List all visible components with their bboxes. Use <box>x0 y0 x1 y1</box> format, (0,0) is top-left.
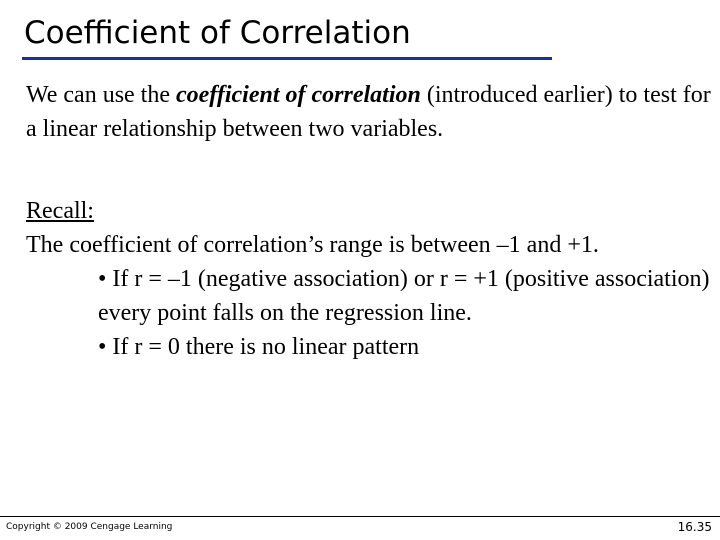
intro-emphasis: coefficient of correlation <box>176 82 421 108</box>
title-underline-rule <box>22 57 552 60</box>
intro-text-before: We can use the <box>26 82 176 108</box>
bullet-item-perfect-correlation: • If r = –1 (negative association) or r = +1 (positive association) every point falls on the regression line. <box>98 266 710 326</box>
slide-title: Coefficient of Correlation <box>24 15 411 51</box>
intro-text-after: (introduced earlier) to test for a linear relationship between two variables. <box>26 82 711 142</box>
spacer <box>26 146 716 194</box>
slide-body <box>26 78 716 364</box>
copyright-notice: Copyright © 2009 Cengage Learning <box>6 522 173 532</box>
recall-heading: Recall: <box>26 198 94 224</box>
footer-divider <box>0 516 720 517</box>
range-statement: The coefficient of correlation’s range is between –1 and +1. <box>26 232 599 258</box>
bullet-item-no-correlation: • If r = 0 there is no linear pattern <box>98 334 420 360</box>
intro-paragraph <box>26 78 716 146</box>
page-number: 16.35 <box>677 520 712 534</box>
